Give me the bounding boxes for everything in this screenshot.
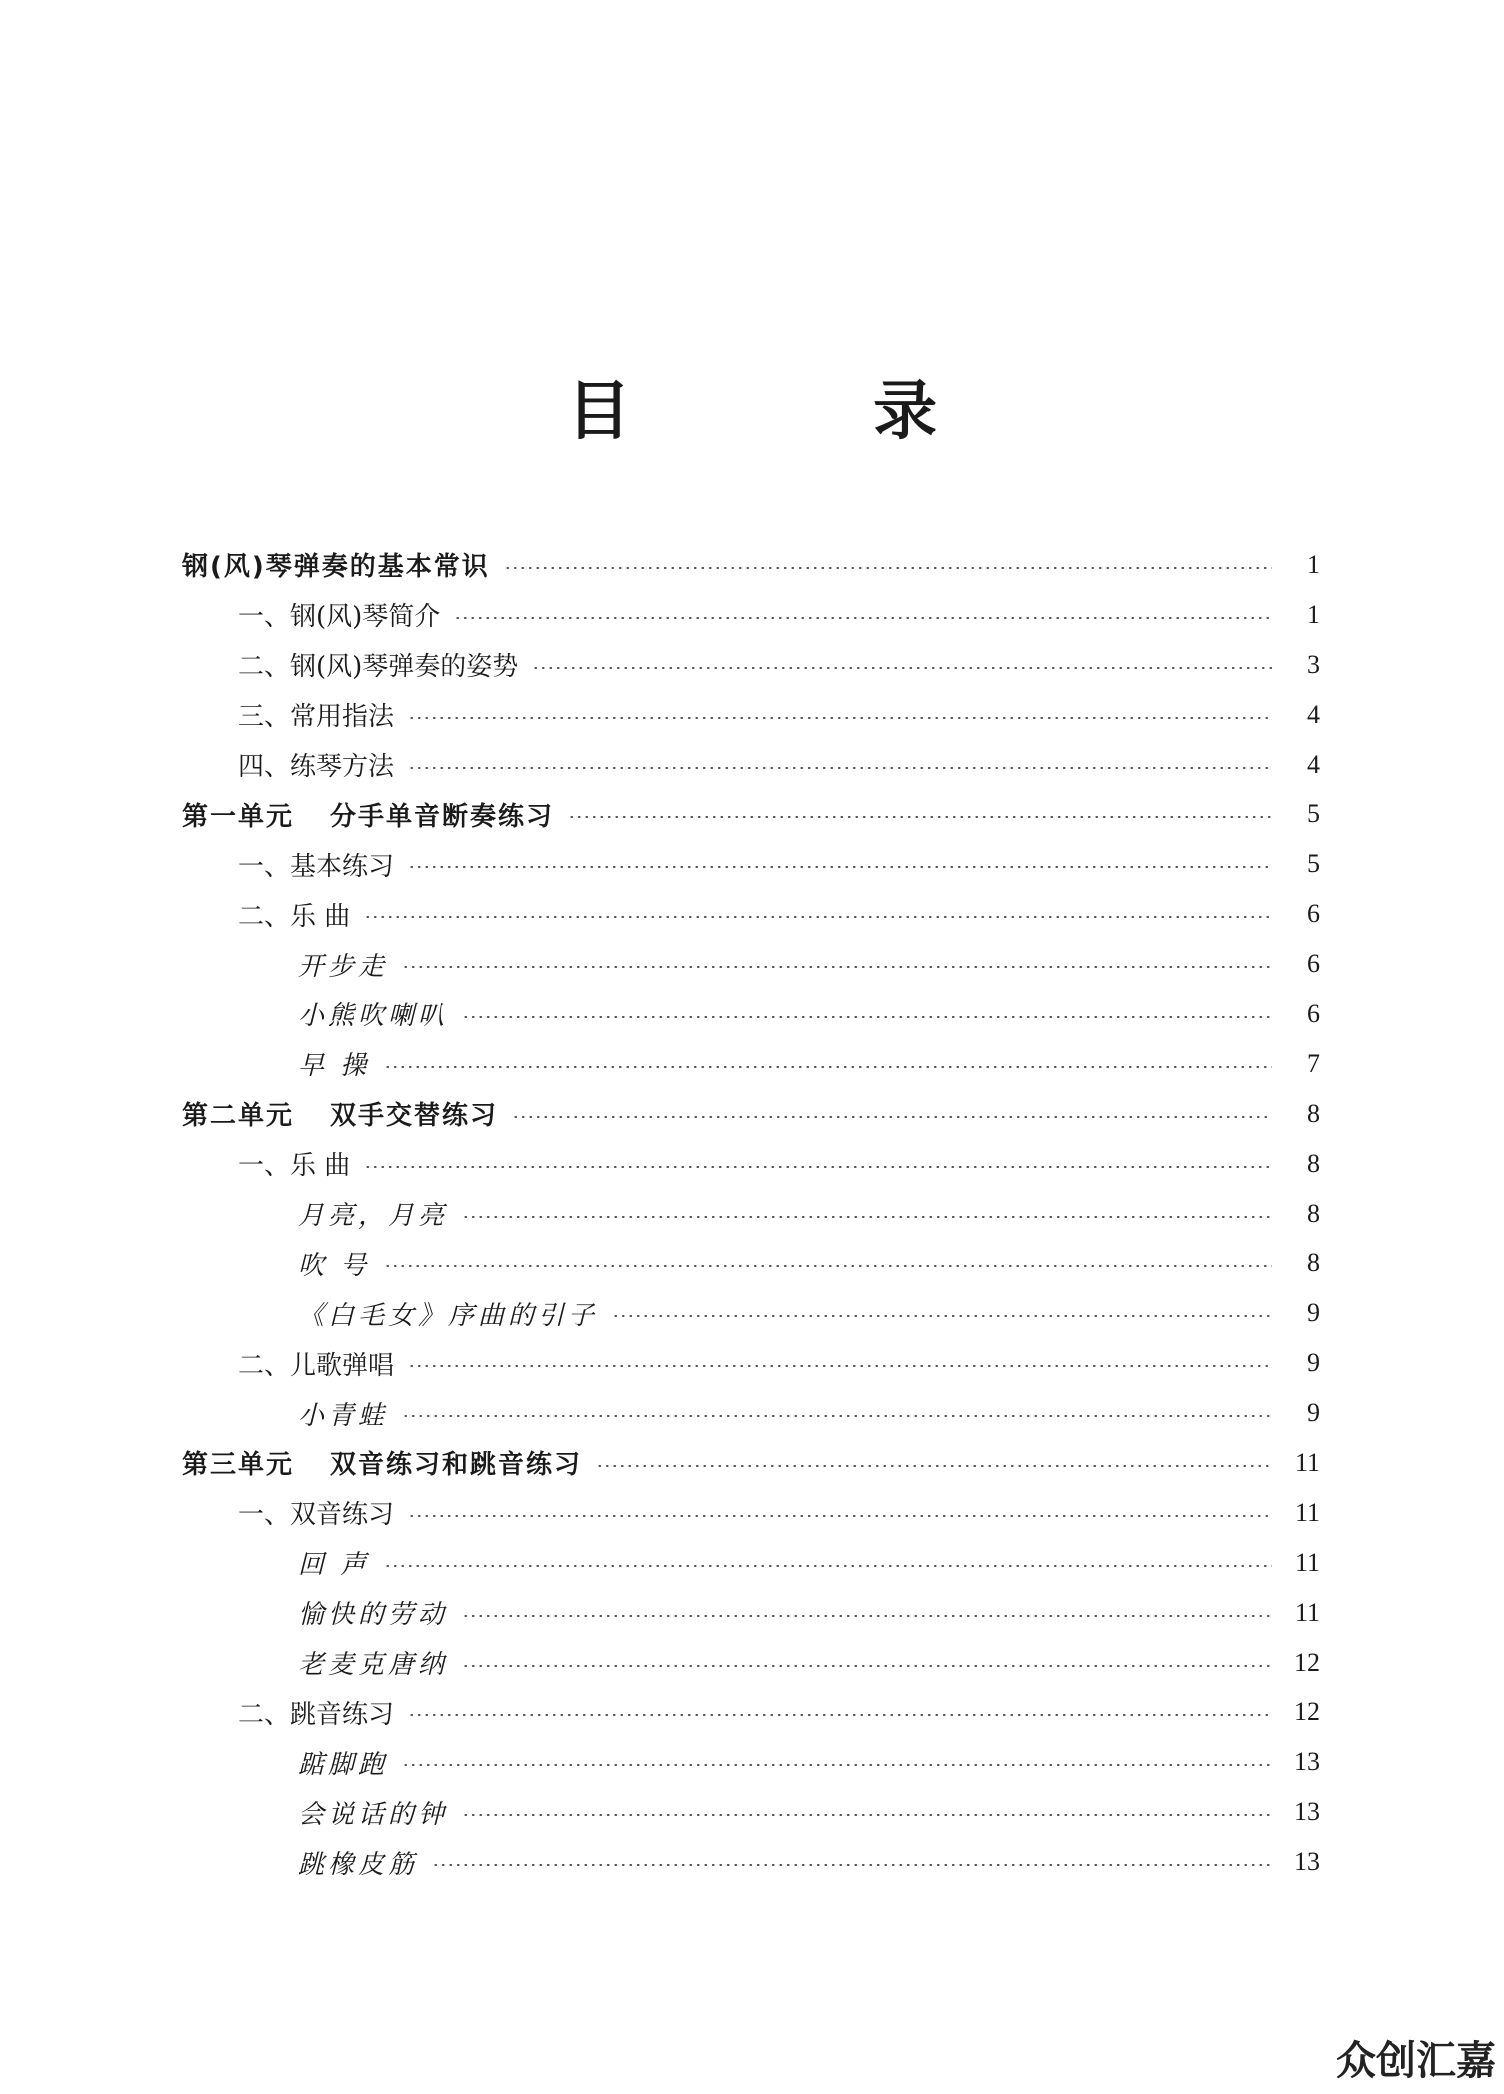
toc-page-number: 6 <box>1307 949 1320 979</box>
toc-entry[interactable] <box>182 1089 1320 1139</box>
toc-unit-subtitle: 分手单音断奏练习 <box>330 801 555 832</box>
toc-entry-title: 三、常用指法 <box>238 702 395 733</box>
toc-page-number: 5 <box>1307 799 1320 829</box>
toc-entry-label <box>238 596 440 633</box>
toc-entry-label <box>298 1045 370 1082</box>
toc-entry-label <box>298 1195 448 1232</box>
toc-entry-label <box>298 1245 370 1282</box>
dot-leader <box>408 1714 1272 1716</box>
toc-page-number: 12 <box>1294 1697 1320 1727</box>
toc-entry-label <box>238 1345 394 1382</box>
toc-entry[interactable] <box>182 740 1320 790</box>
dot-leader <box>462 1814 1272 1816</box>
toc-entry-title: 跳橡皮筋 <box>298 1849 419 1880</box>
toc-entry[interactable] <box>182 1488 1320 1538</box>
dot-leader <box>596 1465 1272 1467</box>
toc-entry-title: 二、乐 曲 <box>238 901 351 932</box>
toc-entry-label <box>238 896 350 933</box>
dot-leader <box>402 966 1272 968</box>
toc-entry-label <box>298 995 448 1032</box>
toc-entry[interactable] <box>182 690 1320 740</box>
dot-leader <box>408 717 1272 719</box>
toc-page-number: 13 <box>1294 1847 1320 1877</box>
toc-entry-title: 一、钢(风)琴简介 <box>238 602 441 633</box>
toc-entry-label <box>298 1295 598 1332</box>
toc-entry[interactable] <box>182 1288 1320 1338</box>
toc-entry-title: 小熊吹喇叭 <box>298 1001 449 1032</box>
toc-entry-label <box>238 1694 394 1731</box>
dot-leader <box>384 1565 1272 1567</box>
dot-leader <box>408 1515 1272 1517</box>
toc-page-number: 13 <box>1294 1797 1320 1827</box>
toc-page-number: 4 <box>1307 749 1320 779</box>
toc-entry[interactable] <box>182 590 1320 640</box>
dot-leader <box>364 1166 1272 1168</box>
toc-entry[interactable] <box>182 1538 1320 1588</box>
dot-leader <box>408 1365 1272 1367</box>
toc-page-number: 6 <box>1307 998 1320 1028</box>
toc-entry[interactable] <box>182 889 1320 939</box>
toc-entry[interactable] <box>182 1787 1320 1837</box>
toc-page-number: 11 <box>1294 1597 1320 1627</box>
toc-entry-label <box>182 546 490 583</box>
dot-leader <box>454 617 1272 619</box>
toc-entry-label <box>298 1644 448 1681</box>
toc-entry[interactable] <box>182 640 1320 690</box>
toc-entry-label <box>238 746 394 783</box>
toc-page-number: 12 <box>1294 1647 1320 1677</box>
dot-leader <box>462 1016 1272 1018</box>
toc-entry-title: 《白毛女》序曲的引子 <box>298 1300 599 1331</box>
toc-entry-label <box>298 1794 448 1831</box>
toc-page-number: 11 <box>1294 1447 1320 1477</box>
toc-page-number: 8 <box>1307 1248 1320 1278</box>
toc-entry-title: 二、钢(风)琴弹奏的姿势 <box>238 652 519 683</box>
toc-entry-title: 回 声 <box>298 1550 371 1581</box>
toc-page-number: 3 <box>1307 649 1320 679</box>
toc-entry[interactable] <box>182 1438 1320 1488</box>
toc-entry-title: 会说话的钟 <box>298 1799 449 1830</box>
toc-page-number: 9 <box>1307 1348 1320 1378</box>
toc-entry-title: 二、儿歌弹唱 <box>238 1350 395 1381</box>
toc-entry-title: 早 操 <box>298 1051 371 1082</box>
toc-entry-title: 第二单元 <box>182 1101 295 1132</box>
toc-entry[interactable] <box>182 1638 1320 1688</box>
toc-entry-title: 吹 号 <box>298 1250 371 1281</box>
page-title: 目 录 <box>566 375 1048 449</box>
toc-page-number: 5 <box>1307 849 1320 879</box>
toc-page-number: 13 <box>1294 1747 1320 1777</box>
dot-leader <box>364 916 1272 918</box>
dot-leader <box>568 816 1272 818</box>
toc-entry[interactable] <box>182 1588 1320 1638</box>
toc-entry-label <box>182 1095 498 1132</box>
dot-leader <box>512 1116 1272 1118</box>
toc-entry[interactable] <box>182 1338 1320 1388</box>
toc-entry[interactable] <box>182 1139 1320 1189</box>
toc-entry-label <box>298 946 388 983</box>
toc-entry-label <box>238 1494 394 1531</box>
toc-entry-label <box>238 846 394 883</box>
toc-entry-title: 小青蛙 <box>298 1400 389 1431</box>
toc-entry[interactable] <box>182 1039 1320 1089</box>
toc-entry-title: 开步走 <box>298 951 389 982</box>
toc-entry-title: 一、基本练习 <box>238 851 395 882</box>
dot-leader <box>462 1216 1272 1218</box>
dot-leader <box>462 1665 1272 1667</box>
toc-page-number: 7 <box>1307 1048 1320 1078</box>
dot-leader <box>612 1315 1272 1317</box>
toc-entry-label <box>298 1844 418 1881</box>
toc-page-number: 8 <box>1307 1148 1320 1178</box>
toc-unit-subtitle: 双手交替练习 <box>330 1101 499 1132</box>
toc-entry-title: 一、乐 曲 <box>238 1151 351 1182</box>
toc-entry[interactable] <box>182 1737 1320 1787</box>
toc-entry-title: 二、跳音练习 <box>238 1699 395 1730</box>
toc-unit-subtitle: 双音练习和跳音练习 <box>330 1450 583 1481</box>
toc-entry-label <box>238 646 518 683</box>
toc-entry-label <box>298 1594 448 1631</box>
toc-entry-title: 一、双音练习 <box>238 1500 395 1531</box>
toc-page-number: 6 <box>1307 899 1320 929</box>
toc-page-number: 4 <box>1307 699 1320 729</box>
toc-page-number: 11 <box>1294 1547 1320 1577</box>
toc-entry-label <box>238 1145 350 1182</box>
toc-entry-label <box>182 1444 582 1481</box>
toc-page-number: 8 <box>1307 1198 1320 1228</box>
dot-leader <box>432 1864 1272 1866</box>
toc-entry[interactable] <box>182 1189 1320 1239</box>
toc-entry[interactable] <box>182 939 1320 989</box>
toc-entry-label <box>182 796 554 833</box>
toc-entry-label <box>298 1544 370 1581</box>
toc-page-number: 1 <box>1307 549 1320 579</box>
toc-page-number: 8 <box>1307 1098 1320 1128</box>
toc-entry-title: 月亮，月亮 <box>298 1201 449 1232</box>
toc-entry[interactable] <box>182 789 1320 839</box>
toc-entry-title: 愉快的劳动 <box>298 1600 449 1631</box>
watermark-logo: 众创汇嘉 <box>1336 2038 1496 2084</box>
toc-entry[interactable] <box>182 1837 1320 1887</box>
toc-entry[interactable] <box>182 1687 1320 1737</box>
dot-leader <box>408 767 1272 769</box>
toc-entry-title: 钢(风)琴弹奏的基本常识 <box>182 552 490 583</box>
toc-entry-title: 第一单元 <box>182 801 295 832</box>
toc-entry[interactable] <box>182 1238 1320 1288</box>
dot-leader <box>462 1615 1272 1617</box>
toc-page-number: 9 <box>1307 1298 1320 1328</box>
dot-leader <box>408 866 1272 868</box>
toc-entry-title: 老麦克唐纳 <box>298 1650 449 1681</box>
toc-entry-title: 第三单元 <box>182 1450 295 1481</box>
toc-entry-title: 四、练琴方法 <box>238 752 395 782</box>
dot-leader <box>384 1066 1272 1068</box>
toc-entry[interactable] <box>182 839 1320 889</box>
toc-entry[interactable] <box>182 540 1320 590</box>
toc-page-number: 9 <box>1307 1398 1320 1428</box>
dot-leader <box>402 1415 1272 1417</box>
dot-leader <box>532 667 1272 669</box>
table-of-contents <box>182 540 1320 1887</box>
toc-entry-label <box>298 1744 388 1781</box>
toc-entry-title: 踮脚跑 <box>298 1749 389 1780</box>
dot-leader <box>384 1265 1272 1267</box>
toc-entry-label <box>238 696 394 733</box>
toc-entry[interactable] <box>182 989 1320 1039</box>
dot-leader <box>402 1764 1272 1766</box>
toc-entry-label <box>298 1395 388 1432</box>
toc-page-number: 1 <box>1307 599 1320 629</box>
toc-entry[interactable] <box>182 1388 1320 1438</box>
toc-page-number: 11 <box>1294 1497 1320 1527</box>
dot-leader <box>504 567 1272 569</box>
